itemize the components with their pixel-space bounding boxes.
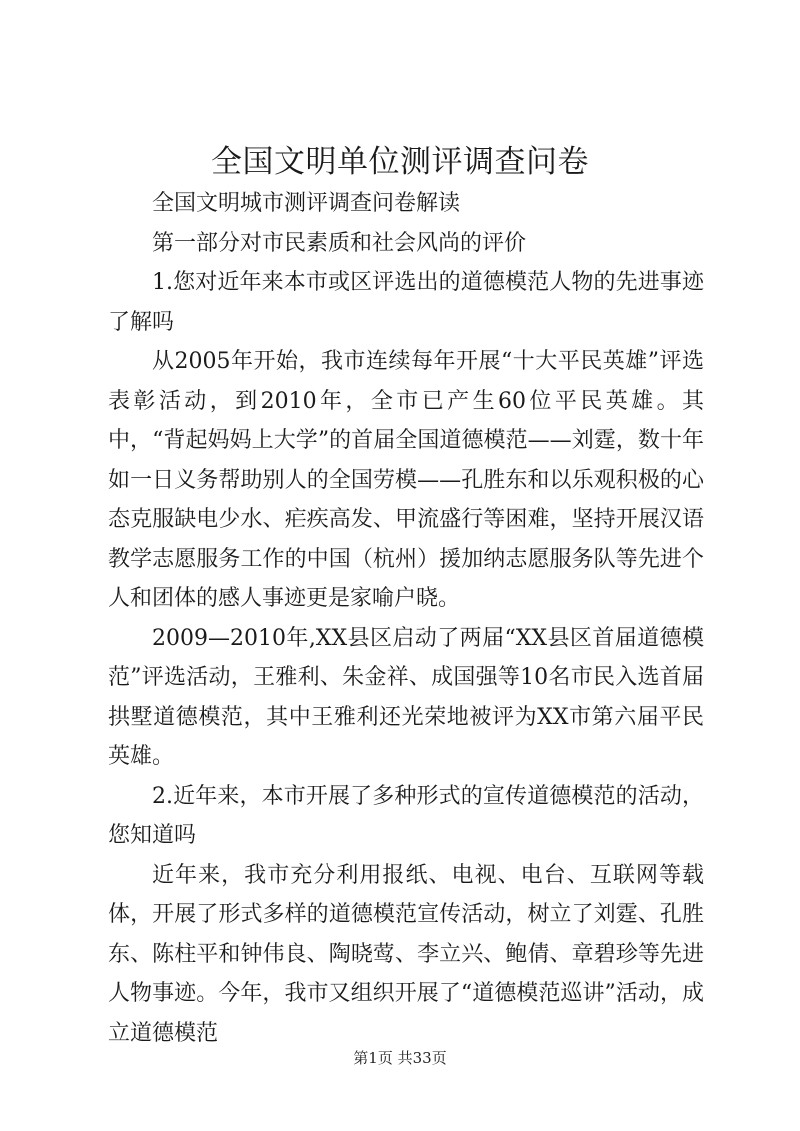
- subtitle-paragraph: 全国文明城市测评调查问卷解读: [152, 191, 461, 216]
- answer-paragraph-1: 从2005年开始，我市连续每年开展“十大平民英雄”评选表彰活动，到2010年，全市已产生60位平民英雄。其中，“背起妈妈上大学”的首届全国道德模范——刘霆，数十年如一日义务帮助别人的全国劳模——孔胜东和以乐观积极的心态克服缺电少水、疟疾高发、甲流盛行等困难，坚持开展汉语教学志愿服务工作的中国（杭州）援加纳志愿服务队等先进个人和团体的感人事迹更是家喻户晓。: [108, 349, 704, 611]
- answer-paragraph-3: 近年来，我市充分利用报纸、电视、电台、互联网等载体，开展了形式多样的道德模范宣传活动，树立了刘霆、孔胜东、陈柱平和钟伟良、陶晓莺、李立兴、鲍倩、章碧珍等先进人物事迹。今年，我市又组织开展了“道德模范巡讲”活动，成立道德模范: [108, 862, 704, 1046]
- question-2: 2.近年来，本市开展了多种形式的宣传道德模范的活动，您知道吗: [108, 783, 704, 848]
- answer-paragraph-2: 2009—2010年,XX县区启动了两届“XX县区首届道德模范”评选活动，王雅利、朱金祥、成国强等10名市民入选首届拱墅道德模范，其中王雅利还光荣地被评为XX市第六届平民英雄。: [108, 625, 704, 769]
- question-1: 1.您对近年来本市或区评选出的道德模范人物的先进事迹了解吗: [108, 270, 704, 335]
- page-number-footer: 第1页 共33页: [353, 1049, 447, 1067]
- document-body: [108, 184, 704, 1053]
- section-heading: 第一部分对市民素质和社会风尚的评价: [152, 230, 527, 256]
- document-title: 全国文明单位测评调查问卷: [211, 144, 589, 180]
